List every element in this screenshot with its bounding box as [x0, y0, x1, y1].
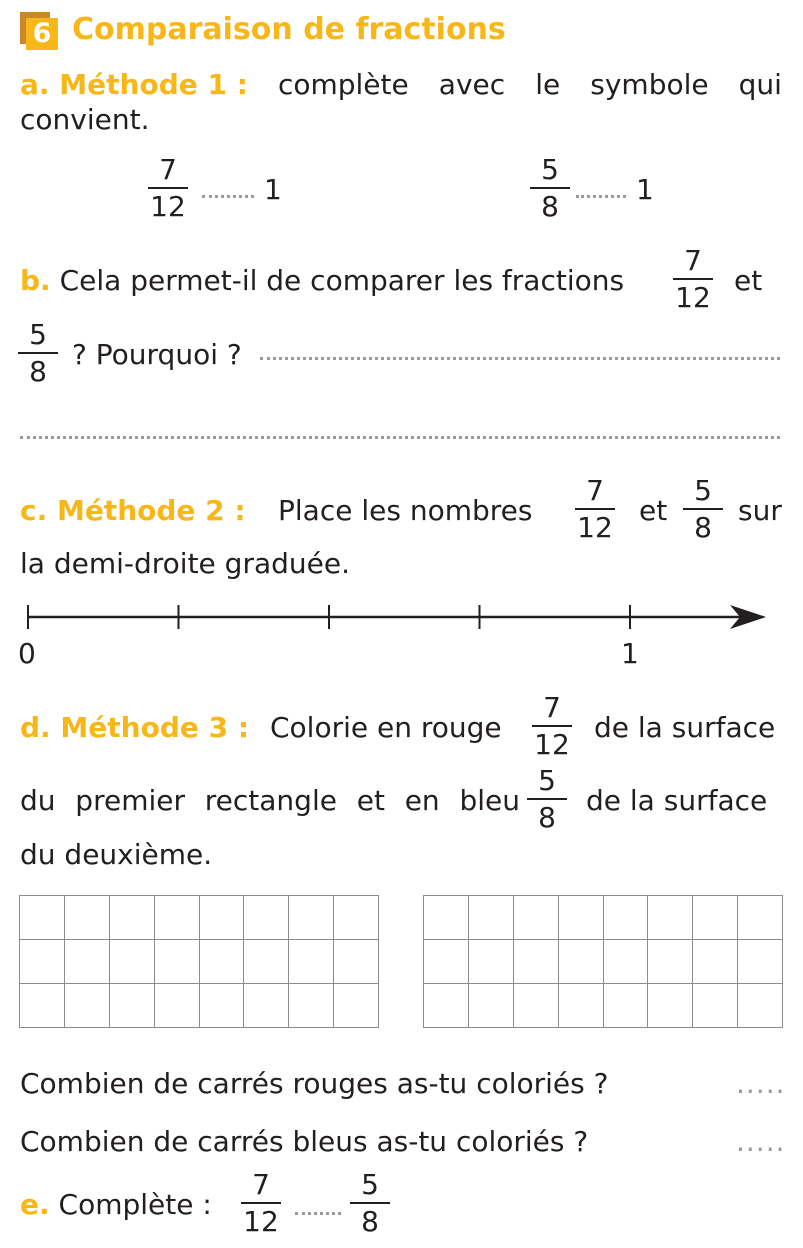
grid-cell[interactable]: [514, 940, 559, 984]
grid-cell[interactable]: [559, 984, 604, 1028]
fraction-denominator: 12: [577, 511, 613, 544]
fraction-numerator: 5: [538, 764, 556, 797]
fraction-numerator: 7: [586, 474, 604, 507]
grid-cell[interactable]: [200, 984, 245, 1028]
answer-red-squares-dots[interactable]: .....: [736, 1067, 786, 1100]
grid-cell[interactable]: [20, 984, 65, 1028]
grid-cell[interactable]: [738, 896, 783, 940]
part-d-line3: du deuxième.: [20, 838, 213, 871]
fraction-denominator: 8: [29, 355, 47, 388]
part-b-conj: et: [734, 264, 763, 297]
grid-cell[interactable]: [648, 896, 693, 940]
fraction-bar: [350, 1202, 390, 1204]
grid-cell[interactable]: [738, 984, 783, 1028]
fraction-denominator: 12: [243, 1205, 279, 1238]
part-a-answer-dots-1[interactable]: [202, 195, 254, 198]
fraction-bar: [683, 508, 723, 510]
grid-cell[interactable]: [424, 896, 469, 940]
grid-cell[interactable]: [155, 984, 200, 1028]
grid-cell[interactable]: [20, 896, 65, 940]
part-a-line1: [20, 68, 782, 101]
grid-cell[interactable]: [604, 940, 649, 984]
part-d-line2-word: en: [404, 784, 440, 817]
part-d-text1: Colorie en rouge: [270, 711, 502, 744]
exercise-number-badge: [20, 12, 58, 48]
grid-cell[interactable]: [334, 940, 379, 984]
grid-cell[interactable]: [155, 896, 200, 940]
grid-cell[interactable]: [200, 940, 245, 984]
question-red-squares: Combien de carrés rouges as-tu coloriés ?: [20, 1067, 609, 1100]
grid-cell[interactable]: [334, 896, 379, 940]
grid-cell[interactable]: [693, 940, 738, 984]
exercise-number: 6: [26, 18, 58, 50]
part-b-text: Cela permet-il de comparer les fractions: [59, 264, 625, 297]
part-d-fraction-1: [529, 693, 575, 760]
part-d-line2: [20, 784, 520, 817]
fraction-denominator: 8: [538, 801, 556, 834]
part-d-text3: de la surface: [586, 784, 768, 817]
fraction-bar: [575, 508, 615, 510]
part-d-text2: de la surface: [594, 711, 776, 744]
part-a-line2: convient.: [20, 103, 150, 136]
part-b-label: b.: [20, 264, 51, 297]
fraction-numerator: 7: [252, 1168, 270, 1201]
rectangle-grid-red[interactable]: [19, 895, 379, 1028]
part-d-line2-word: rectangle: [204, 784, 337, 817]
part-c-text: Place les nombres: [278, 494, 533, 527]
part-d-line2-word: bleu: [459, 784, 520, 817]
part-c-label: c. Méthode 2 :: [20, 494, 246, 527]
grid-cell[interactable]: [648, 940, 693, 984]
part-c-fraction-2: [680, 476, 726, 543]
grid-cell[interactable]: [738, 940, 783, 984]
part-a-text-w3: le: [535, 68, 561, 101]
grid-cell[interactable]: [469, 896, 514, 940]
fraction-bar: [241, 1202, 281, 1204]
grid-cell[interactable]: [604, 984, 649, 1028]
grid-cell[interactable]: [559, 896, 604, 940]
part-d-fraction-2: [524, 766, 570, 833]
grid-cell[interactable]: [110, 940, 155, 984]
part-c-fraction-1: [572, 476, 618, 543]
grid-cell[interactable]: [244, 940, 289, 984]
part-d-label: d. Méthode 3 :: [20, 711, 250, 744]
grid-cell[interactable]: [155, 940, 200, 984]
part-b-line1: [20, 264, 624, 297]
fraction-denominator: 12: [675, 281, 711, 314]
grid-cell[interactable]: [289, 896, 334, 940]
part-a-fraction-1: [145, 155, 191, 222]
exercise-title: Comparaison de fractions: [72, 12, 506, 47]
grid-cell[interactable]: [604, 896, 649, 940]
part-b-answer-line-1[interactable]: [260, 357, 780, 360]
grid-cell[interactable]: [334, 984, 379, 1028]
grid-cell[interactable]: [693, 984, 738, 1028]
part-d-line2-word: premier: [75, 784, 185, 817]
number-line[interactable]: [0, 595, 803, 645]
fraction-denominator: 12: [150, 190, 186, 223]
grid-cell[interactable]: [289, 984, 334, 1028]
grid-cell[interactable]: [65, 940, 110, 984]
part-a-fraction-2: [527, 155, 573, 222]
grid-cell[interactable]: [424, 940, 469, 984]
part-a-rhs-2: 1: [636, 173, 654, 206]
grid-cell[interactable]: [648, 984, 693, 1028]
grid-cell[interactable]: [514, 896, 559, 940]
part-e-text: Complète :: [58, 1188, 212, 1221]
fraction-bar: [527, 798, 567, 800]
fraction-denominator: 8: [361, 1205, 379, 1238]
part-e-label: e.: [20, 1188, 50, 1221]
rectangle-grid-blue[interactable]: [423, 895, 783, 1028]
fraction-bar: [673, 278, 713, 280]
number-line-unit-label: 1: [621, 637, 639, 670]
fraction-bar: [148, 187, 188, 189]
part-c-conj: et: [639, 494, 668, 527]
part-b-fraction-2: [15, 320, 61, 387]
part-c-tail: sur: [738, 494, 782, 527]
grid-cell[interactable]: [110, 896, 155, 940]
fraction-numerator: 5: [361, 1168, 379, 1201]
fraction-denominator: 12: [534, 728, 570, 761]
fraction-denominator: 8: [541, 190, 559, 223]
part-d-line2-word: et: [356, 784, 385, 817]
part-a-label: a. Méthode 1 :: [20, 68, 248, 101]
part-b-answer-line-2[interactable]: [20, 436, 780, 439]
grid-cell[interactable]: [514, 984, 559, 1028]
part-e-fraction-2: [347, 1170, 393, 1237]
grid-cell[interactable]: [244, 896, 289, 940]
part-b-question: ? Pourquoi ?: [72, 338, 242, 371]
fraction-numerator: 7: [543, 691, 561, 724]
part-a-text-w2: avec: [438, 68, 506, 101]
answer-blue-squares-dots[interactable]: .....: [736, 1125, 786, 1158]
fraction-bar: [18, 352, 58, 354]
grid-cell[interactable]: [693, 896, 738, 940]
grid-cell[interactable]: [559, 940, 604, 984]
fraction-numerator: 5: [541, 153, 559, 186]
part-a-text-w4: symbole: [590, 68, 709, 101]
part-b-fraction-1: [670, 246, 716, 313]
grid-cell[interactable]: [469, 940, 514, 984]
grid-cell[interactable]: [110, 984, 155, 1028]
grid-cell[interactable]: [469, 984, 514, 1028]
part-d-line2-word: du: [20, 784, 56, 817]
number-line-origin-label: 0: [18, 637, 36, 670]
part-e-line: [20, 1188, 212, 1221]
question-blue-squares: Combien de carrés bleus as-tu coloriés ?: [20, 1125, 589, 1158]
grid-cell[interactable]: [20, 940, 65, 984]
fraction-numerator: 5: [29, 318, 47, 351]
grid-cell[interactable]: [289, 940, 334, 984]
fraction-denominator: 8: [694, 511, 712, 544]
grid-cell[interactable]: [424, 984, 469, 1028]
fraction-bar: [532, 725, 572, 727]
part-e-fraction-1: [238, 1170, 284, 1237]
fraction-bar: [530, 187, 570, 189]
grid-cell[interactable]: [65, 896, 110, 940]
fraction-numerator: 5: [694, 474, 712, 507]
part-a-text-w1: complète: [277, 68, 409, 101]
part-e-answer-dots[interactable]: [295, 1212, 341, 1215]
fraction-numerator: 7: [159, 153, 177, 186]
fraction-numerator: 7: [684, 244, 702, 277]
part-c-line2: la demi-droite graduée.: [20, 547, 350, 580]
grid-cell[interactable]: [200, 896, 245, 940]
grid-cell[interactable]: [244, 984, 289, 1028]
part-a-rhs-1: 1: [264, 173, 282, 206]
grid-cell[interactable]: [65, 984, 110, 1028]
part-a-text-w5: qui: [738, 68, 782, 101]
part-a-answer-dots-2[interactable]: [576, 195, 626, 198]
